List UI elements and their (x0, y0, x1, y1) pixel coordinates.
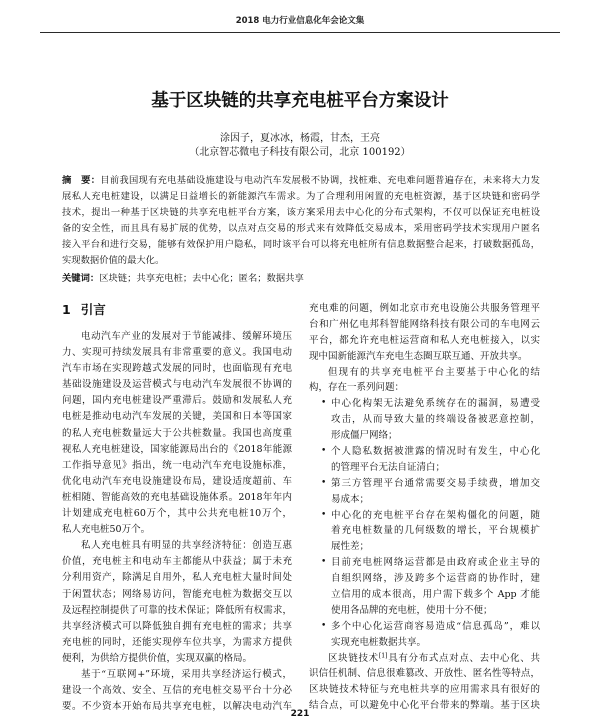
text-line: 于闲置状态；网络易访问，智能充电桩为数据交互以 (62, 588, 292, 600)
text-line: 使用各品牌的充电桩，使用十分不便； (331, 604, 493, 616)
abstract-line: 展私人充电桩建设，以满足日益增长的新能源汽车需求。为了合理利用闲置的充电桩资源，基于区块链和密码学 (62, 191, 540, 202)
body-paragraph (309, 365, 540, 397)
text-line: 汽车市场在实现跨越式发展的同时，也面临现有充电 (62, 363, 292, 375)
abstract-line (62, 173, 540, 189)
text-line: 形成僵尸网络； (331, 430, 398, 442)
paper-title: 基于区块链的共享充电桩平台方案设计 (151, 91, 449, 111)
text-line: 识信任机制、信息很难篡改、开放性、匿名性等特点， (309, 668, 540, 680)
text-line: 价值，充电桩主和电动车主都能从中获益；属于未充 (62, 556, 292, 568)
header-rule (40, 32, 560, 33)
text-line: 平台，都允许充电桩运营商和私人充电桩接入，以实 (309, 334, 540, 346)
abstract-line: 实现数据价值的最大化。 (62, 255, 165, 266)
running-header: 2018 电力行业信息化年会论文集 (235, 16, 365, 26)
abstract-label: 摘 要： (62, 175, 101, 186)
text-line: 但现有的共享充电桩平台主要基于中心化的结 (328, 366, 540, 378)
text-line: 电桩是推动电动汽车发展的关键，美国和日本等国家 (62, 411, 292, 423)
text-line: 结合点，可以避免中心化平台带来的弊端。基于区块 (309, 700, 540, 712)
text-line: 计划建成充电桩60万个，其中公共充电桩10万个， (62, 508, 292, 520)
text-line: 力、实现可持续发展具有非常重要的意义。我国电动 (62, 347, 292, 359)
text-line: 问题，国内充电桩建设严重滞后。鼓励和发展私人充 (62, 395, 292, 407)
text-line: 构，存在一系列问题： (309, 382, 405, 394)
text-line: 基于“互联网+”环境，采用共享经济运行模式， (81, 668, 292, 680)
text-line: 现中国新能源汽车充电生态圈互联互通、开放共享。 (309, 350, 528, 362)
bullet-icon: • (321, 398, 327, 409)
bullet-icon: • (321, 509, 327, 520)
text-line (309, 651, 540, 667)
body-paragraph (62, 667, 292, 715)
text-line: 易成本； (331, 493, 370, 505)
body-paragraph (309, 651, 540, 715)
text-line: 台和广州亿电邦科智能网络科技有限公司的车电网云 (309, 318, 540, 330)
body-paragraph (62, 538, 292, 667)
abstract-line: 接入平台和进行交易，能够有效保护用户隐私，同时该平台可以将充电桩所有信息数据整合起来，打破数据孤岛， (62, 239, 540, 250)
text-line: 第三方管理平台通常需要交易手续费，增加交 (331, 477, 540, 489)
text-line: 展性差； (331, 541, 370, 553)
bullet-item (309, 619, 540, 651)
text-line: 分利用资产，除满足自用外，私人充电桩大量时间处 (62, 572, 292, 584)
bullet-icon: • (321, 557, 327, 568)
text-line: 中心化构架无法避免系统存在的漏洞，易遭受 (331, 398, 540, 410)
text-line: 要。不少资本开始布局共享充电桩，以解决电动汽车 (62, 701, 292, 713)
text-line: 桩相随、智能高效的充电基础设施体系。2018年年内 (62, 491, 292, 503)
bullet-icon: • (321, 477, 327, 488)
text-line: 建设一个高效、安全、互信的充电桩交易平台十分必 (62, 685, 292, 697)
text-line: 充电难的问题，例如北京市充电设施公共服务管理平 (309, 303, 540, 314)
bullet-item (309, 476, 540, 508)
body-paragraph (62, 329, 292, 538)
text-line: 便利，为供给方提供价值，实现双赢的格局。 (62, 652, 253, 664)
text-run: 具有分布式点对点、去中心化、共 (387, 652, 540, 664)
text-line: 基础设施建设及运营模式与电动汽车发展很不协调的 (62, 379, 292, 391)
abstract-line: 备的安全性，而且具有易扩展的优势，以点对点交易的形式来有效降低交易成本，采用密码学技术实现用户匿名 (62, 223, 540, 234)
author-list: 涂因子，夏冰冰，杨霞，甘杰，王亮 (220, 133, 380, 144)
abstract-line: 技术，提出一种基于区块链的共享充电桩平台方案，该方案采用去中心化的分布式架构，不仅可以保证充电桩设 (62, 207, 540, 218)
text-run: 区块链技术 (328, 652, 379, 664)
bullet-icon: • (321, 620, 327, 631)
text-line: 着充电桩数量的几何级数的增长，平台规模扩 (331, 525, 540, 537)
bullet-item (309, 555, 540, 619)
section-number: 1 (62, 302, 71, 317)
right-column (309, 301, 540, 714)
text-line: 的私人充电桩数量远大于公共桩数量。我国也高度重 (62, 427, 292, 439)
page-number: 221 (290, 709, 310, 719)
text-line: 私人充电桩具有明显的共享经济特征：创造互惠 (81, 540, 292, 552)
text-line: 工作指导意见》指出，统一电动汽车充电设施标准， (62, 459, 292, 471)
citation-superscript: [1] (378, 652, 388, 660)
text-line: 私人充电桩50万个。 (62, 524, 151, 536)
text-line: 自组织网络，涉及跨多个运营商的协作时，建 (331, 573, 540, 585)
text-line: 攻击，从而导致大量的终端设备被恶意控制， (331, 414, 540, 426)
text-line: 实现充电桩数据共享。 (331, 636, 427, 648)
bullet-icon: • (321, 446, 327, 457)
text-line: 多个中心化运营商容易造成“信息孤岛”，难以 (331, 620, 540, 632)
text-line: 中心化的充电桩平台存在架构僵化的问题，随 (331, 509, 540, 521)
abstract-block (62, 173, 540, 269)
text-line: 立信用的成本很高，用户需下载多个 App 才能 (331, 589, 540, 601)
affiliation: （北京智芯微电子科技有限公司，北京 100192） (189, 147, 411, 158)
text-line: 视私人充电桩建设，国家能源局出台的《2018年能源 (62, 443, 292, 455)
body-paragraph (309, 301, 540, 365)
left-column (62, 329, 292, 715)
text-line: 优化电动汽车充电设施建设布局，建设适度超前、车 (62, 475, 292, 487)
text-line: 区块链技术特征与充电桩共享的应用需求具有很好的 (309, 684, 540, 696)
text-line: 及远程控制提供了可靠的技术保证；降低所有权需求， (62, 604, 292, 616)
bullet-item (309, 396, 540, 444)
text-line: 的管理平台无法自证清白； (331, 461, 446, 473)
text-line: 个人隐私数据被泄露的情况时有发生，中心化 (331, 446, 540, 458)
bullet-item (309, 444, 540, 476)
text-line: 共享经济模式可以降低独自拥有充电桩的需求；共享 (62, 620, 292, 632)
keywords-label: 关键词： (62, 273, 100, 284)
section-title: 引言 (80, 302, 106, 317)
keywords-line (62, 271, 540, 287)
text-line: 目前充电桩网络运营都是由政府或企业主导的 (331, 557, 540, 569)
section-heading (62, 302, 106, 318)
abstract-text: 目前我国现有充电基础设施建设与电动汽车发展极不协调，找桩难、充电难问题普遍存在，未来将大力发 (100, 175, 540, 186)
text-line: 充电桩的同时，还能实现停车位共享，为需求方提供 (62, 636, 292, 648)
bullet-item (309, 508, 540, 556)
keywords-text: 区块链；共享充电桩；去中心化；匿名；数据共享 (99, 273, 304, 284)
text-line: 电动汽车产业的发展对于节能减排、缓解环境压 (81, 331, 292, 342)
